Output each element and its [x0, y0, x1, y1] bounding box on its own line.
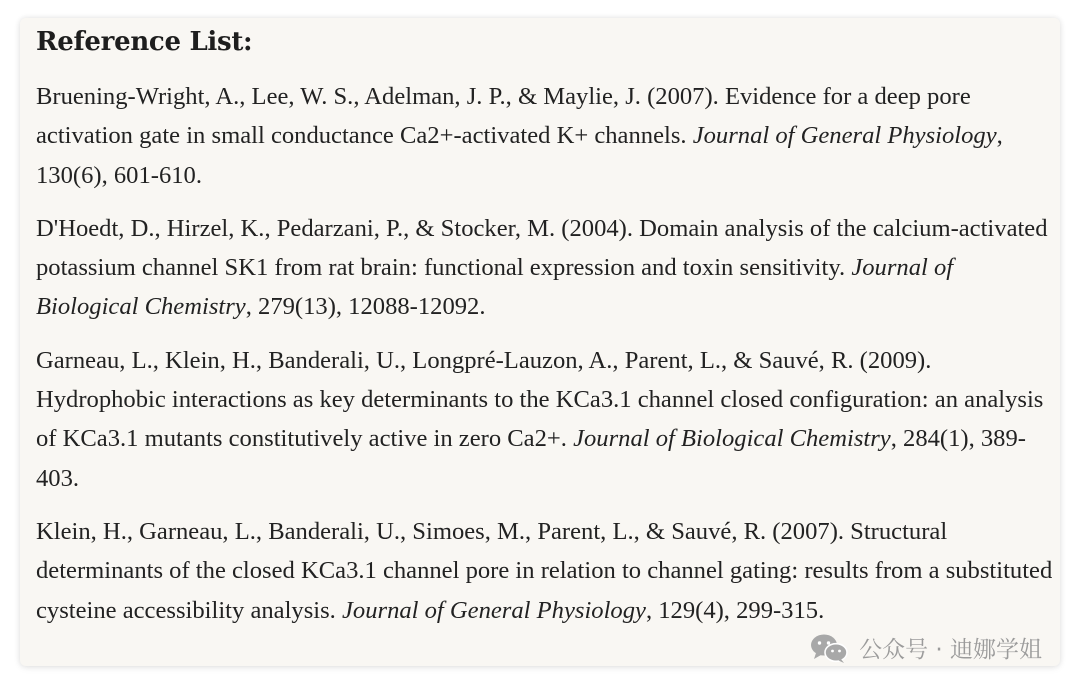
wechat-icon [809, 632, 849, 664]
reference-details: , 129(4), 299-315. [645, 596, 825, 624]
reference-details: , 284(1), 389-403. [36, 425, 1026, 492]
reference-text: Bruening-Wright, A., Lee, W. S., Adelman, J. P., & Maylie, J. (2007). Evidence for a deep pore activation gate in small conductance Ca2+-activated K+ channels. [36, 83, 971, 150]
reference-journal: Journal of Biological Chemistry [36, 254, 954, 321]
reference-text: Garneau, L., Klein, H., Banderali, U., Longpré-Lauzon, A., Parent, L., & Sauvé, R. (2009). Hydrophobic interactions as key determinants to the KCa3.1 channel closed configuration: an analysis of KCa3.1 mutants constitutively active in zero Ca2+. [36, 346, 1044, 453]
reference-item [36, 209, 1056, 327]
reference-item [36, 512, 1056, 630]
reference-details: , 279(13), 12088-12092. [245, 293, 486, 321]
reference-list-heading: Reference List: [36, 27, 253, 57]
reference-journal: Journal of General Physiology [692, 122, 997, 150]
reference-journal: Journal of General Physiology [341, 596, 646, 624]
reference-text: D'Hoedt, D., Hirzel, K., Pedarzani, P., & Stocker, M. (2004). Domain analysis of the calcium-activated potassium channel SK1 from rat brain: functional expression and toxin sensitivity. [36, 214, 1048, 282]
watermark-text: 公众号 · 迪娜学姐 [859, 637, 1042, 663]
reference-item [36, 341, 1056, 498]
reference-item [36, 77, 1056, 195]
reference-text: Klein, H., Garneau, L., Banderali, U., Simoes, M., Parent, L., & Sauvé, R. (2007). Structural determinants of the closed KCa3.1 channel pore in relation to channel gating: results from a substituted cysteine accessibility analysis. [36, 517, 1053, 624]
reference-journal: Journal of Biological Chemistry [573, 425, 891, 453]
watermark [809, 631, 1042, 664]
reference-details: , 130(6), 601-610. [36, 122, 1003, 189]
reference-card [20, 18, 1060, 666]
